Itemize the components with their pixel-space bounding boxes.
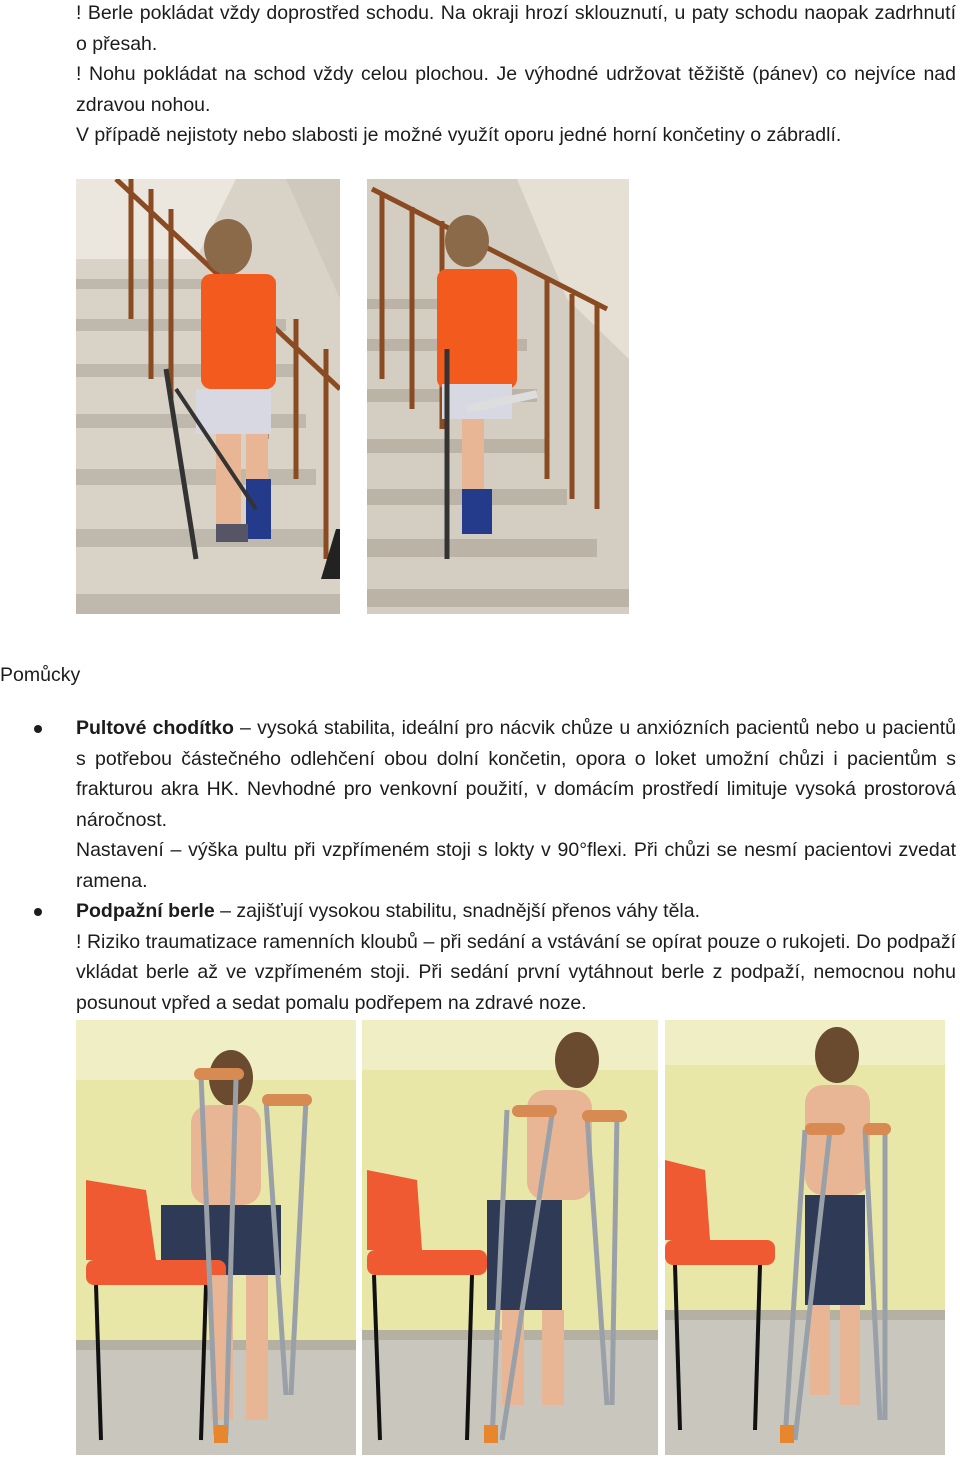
crutch-photo-rising (362, 1020, 658, 1455)
bullet-icon (34, 908, 42, 916)
intro-line-1: ! Berle pokládat vždy doprostřed schodu. Na okraji hrozí sklouznutí, u paty schodu naopak zadrhnutí o přesah. (76, 2, 956, 55)
intro-line-3: V případě nejistoty nebo slabosti je možné využít oporu jedné horní končetiny o zábradlí. (76, 124, 842, 146)
stair-photo-ascending (76, 179, 340, 614)
section-heading-aids: Pomůcky (0, 664, 81, 686)
aids-list (76, 713, 956, 1018)
crutch-photo-sitting (76, 1020, 356, 1455)
walker-setting: Nastavení – výška pultu při vzpřímeném stoji s lokty v 90°flexi. Při chůzi se nesmí pacientovi zvedat ramena. (76, 839, 956, 892)
list-item-walker (76, 713, 956, 896)
intro-text (76, 0, 956, 151)
crutches-warning: ! Riziko traumatizace ramenních kloubů – při sedání a vstávání se opírat pouze o rukojeti. Do podpaží vkládat berle až ve vzpřímeném stoji. Při sedání první vytáhnout berle z podpaží, nemocnou nohu posunout vpřed a sedat pomalu podřepem na zdravé noze. (76, 930, 956, 1014)
walker-description: – vysoká stabilita, ideální pro nácvik chůze u anxiózních pacientů nebo u pacientů s potřebou částečného odlehčení obou dolní končetin, opora o loket umožní chůzi i pacientům s frakturou akra HK. Nevhodné pro venkovní použití, v domácím prostředí limituje vysoká prostorová náročnost. (76, 717, 956, 831)
stair-photo-descending (367, 179, 629, 614)
crutches-title: Podpažní berle (76, 900, 215, 922)
intro-line-2: ! Nohu pokládat na schod vždy celou plochou. Je výhodné udržovat těžiště (pánev) co nejvíce nad zdravou nohou. (76, 63, 956, 116)
crutch-photo-standing (665, 1020, 945, 1455)
crutches-description: – zajišťují vysokou stabilitu, snadnější přenos váhy těla. (214, 900, 701, 922)
bullet-icon (34, 725, 42, 733)
walker-title: Pultové chodítko (76, 717, 234, 739)
list-item-crutches (76, 896, 956, 1018)
